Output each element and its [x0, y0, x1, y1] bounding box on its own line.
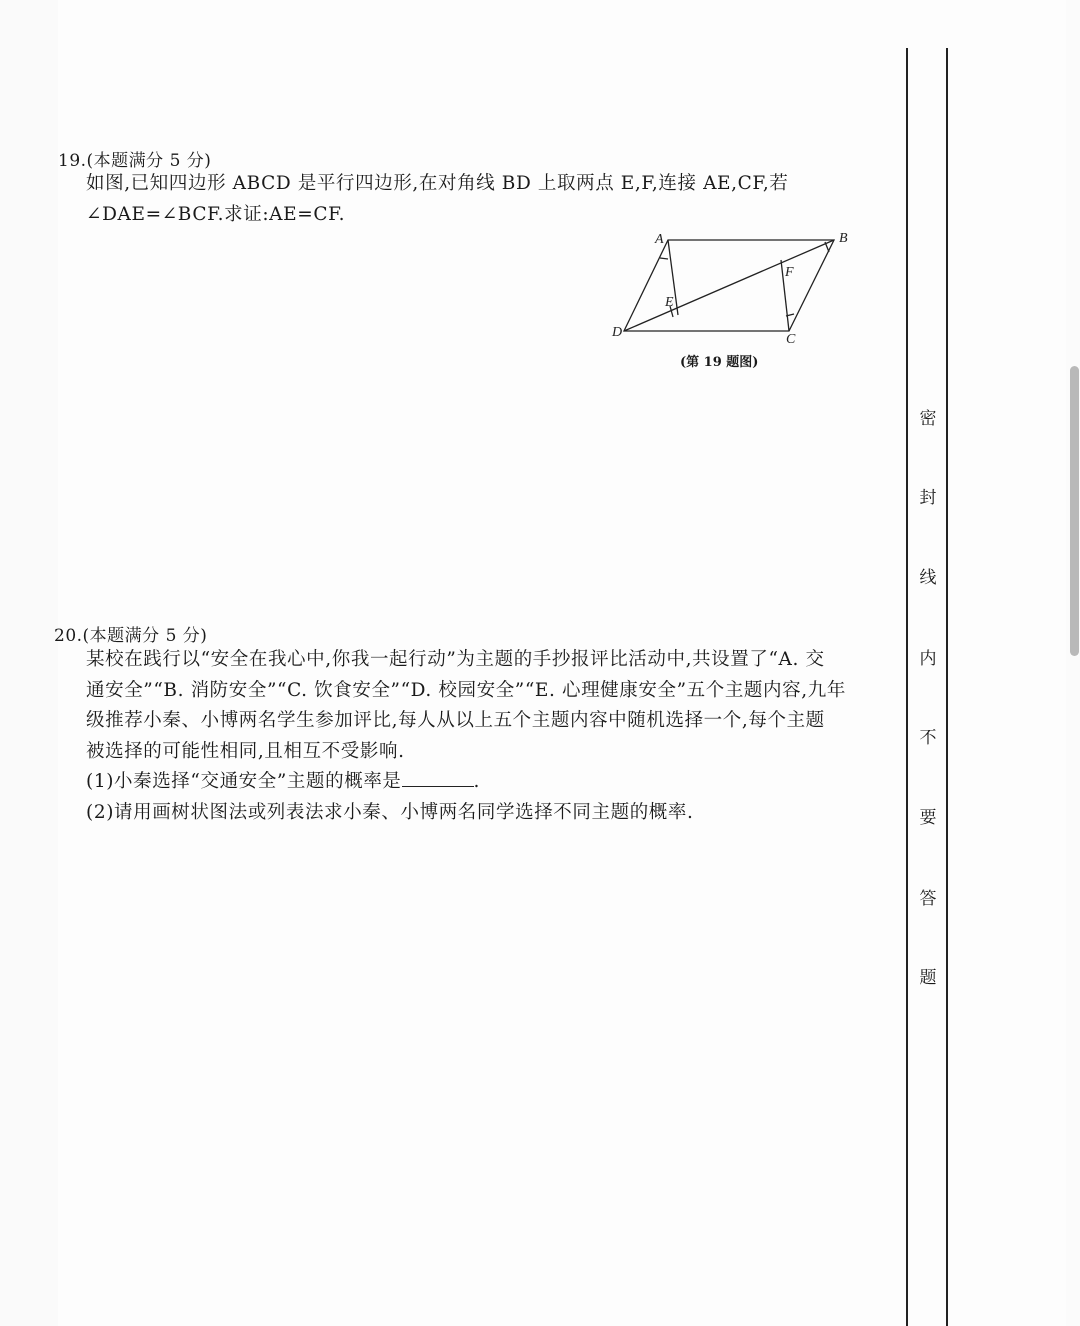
q20-line-4: 被选择的可能性相同,且相互不受影响.	[86, 740, 405, 762]
q20-line-3: 级推荐小秦、小博两名学生参加评比,每人从以上五个主题内容中随机选择一个,每个主题	[86, 710, 825, 731]
scrollbar-thumb[interactable]	[1070, 366, 1079, 656]
seal-char-8: 题	[919, 968, 937, 988]
binding-line-outer	[946, 48, 948, 1326]
q20-body	[86, 645, 846, 828]
q20-part1-end: .	[473, 771, 481, 792]
seal-char-4: 内	[919, 649, 937, 669]
diagonal-bd	[624, 240, 834, 331]
binding-line-inner	[906, 48, 908, 1326]
seal-char-2: 封	[919, 488, 937, 508]
seal-char-5: 不	[919, 728, 937, 748]
page-left-margin	[0, 0, 58, 1326]
label-e: E	[665, 295, 674, 310]
q20-heading	[54, 621, 207, 646]
label-d: D	[612, 325, 623, 340]
q20-part-2: (2)请用画树状图法或列表法求小秦、小博两名同学选择不同主题的概率.	[86, 801, 694, 823]
q20-line-2: 通安全”“B. 消防安全”“C. 饮食安全”“D. 校园安全”“E. 心理健康安全”五个主题内容,九年	[86, 679, 846, 701]
answer-blank[interactable]	[402, 768, 474, 787]
seal-char-6: 要	[919, 808, 937, 828]
seal-char-3: 线	[919, 568, 937, 588]
seal-char-7: 答	[919, 889, 937, 909]
q20-line-1: 某校在践行以“安全在我心中,你我一起行动”为主题的手抄报评比活动中,共设置了“A. 交	[86, 649, 825, 670]
q20-number: 20.	[54, 626, 83, 646]
scrollbar-track[interactable]	[1066, 0, 1080, 1326]
q20-part-1	[86, 767, 846, 798]
q19-heading	[58, 146, 211, 171]
q20-part1-text: (1)小秦选择“交通安全”主题的概率是	[86, 771, 402, 792]
q19-line-1: 如图,已知四边形 ABCD 是平行四边形,在对角线 BD 上取两点 E,F,连接 AE,CF,若	[86, 173, 789, 194]
q19-header: (本题满分 5 分)	[86, 151, 212, 171]
seal-char-1: 密	[919, 409, 937, 429]
label-b: B	[839, 231, 848, 246]
label-a: A	[655, 232, 664, 247]
q20-header: (本题满分 5 分)	[82, 626, 208, 646]
q19-figure-caption: (第 19 题图)	[680, 355, 759, 370]
q19-number: 19.	[58, 151, 87, 171]
angle-mark-dae	[660, 258, 668, 259]
q19-line-2: ∠DAE=∠BCF.求证:AE=CF.	[86, 203, 346, 225]
q19-body	[86, 169, 789, 230]
label-c: C	[786, 332, 796, 347]
label-f: F	[785, 265, 794, 280]
